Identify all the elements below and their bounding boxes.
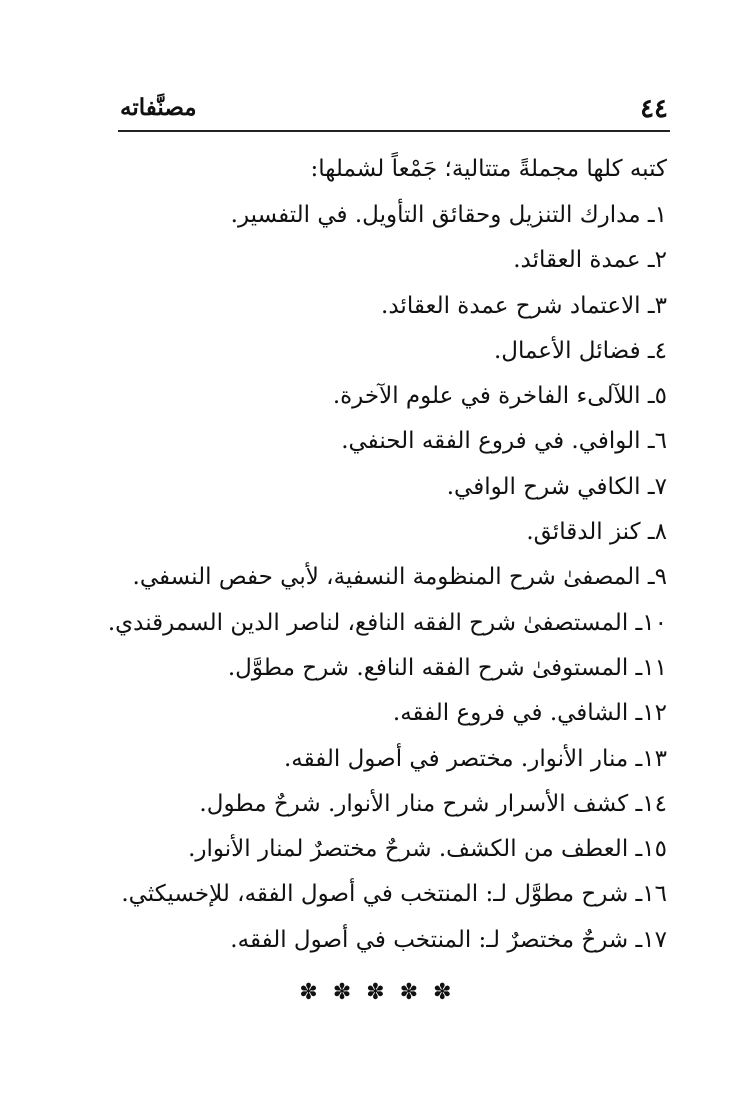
list-item [67, 558, 667, 603]
list-item [67, 287, 667, 332]
list-item [67, 694, 667, 739]
list-item [67, 422, 667, 467]
item-text: المصفىٰ شرح المنظومة النسفية، لأبي حفص النسفي. [132, 564, 641, 591]
item-text: الكافي شرح الوافي. [446, 473, 641, 500]
works-list [67, 196, 667, 966]
list-item [67, 649, 667, 694]
list-item [67, 740, 667, 785]
list-item [67, 785, 667, 830]
list-item [67, 377, 667, 422]
item-number: ٦ـ [647, 428, 667, 455]
item-number: ٣ـ [647, 292, 667, 319]
item-text: مدارك التنزيل وحقائق التأويل. في التفسير. [230, 202, 641, 228]
item-number: ١٠ـ [635, 609, 667, 636]
page-number: ٤٤ [640, 94, 668, 124]
list-item [67, 875, 667, 920]
item-text: الشافي. في فروع الفقه. [392, 700, 629, 727]
intro-paragraph: كتبه كلها مجملةً متتالية؛ جَمْعاً لشملها: [310, 156, 667, 182]
list-item [67, 830, 667, 875]
item-number: ٩ـ [647, 564, 667, 591]
item-text: عمدة العقائد. [513, 247, 641, 274]
item-number: ١٣ـ [635, 745, 667, 772]
item-number: ٤ـ [647, 337, 667, 364]
page-body [67, 150, 667, 966]
running-head: مصنَّفاته [120, 94, 197, 121]
item-number: ١٧ـ [635, 926, 667, 953]
item-text: كنز الدقائق. [526, 519, 641, 546]
item-number: ٨ـ [647, 519, 667, 546]
list-item [67, 241, 667, 286]
section-separator: ✽ ✽ ✽ ✽ ✽ [299, 980, 456, 1005]
item-text: العطف من الكشف. شرحٌ مختصرٌ لمنار الأنوار. [188, 836, 629, 863]
item-text: المستصفىٰ شرح الفقه النافع، لناصر الدين السمرقندي. [107, 609, 629, 636]
list-item [67, 604, 667, 649]
list-item [67, 513, 667, 558]
page-header [118, 92, 670, 132]
item-number: ١٥ـ [635, 836, 667, 863]
item-number: ١٤ـ [635, 790, 667, 817]
item-text: كشف الأسرار شرح منار الأنوار. شرحٌ مطول. [199, 790, 629, 817]
item-number: ١٦ـ [635, 881, 667, 908]
item-text: شرحٌ مختصرٌ لـ: المنتخب في أصول الفقه. [230, 926, 629, 953]
item-text: الاعتماد شرح عمدة العقائد. [381, 292, 641, 319]
item-text: شرح مطوَّل لـ: المنتخب في أصول الفقه، للإخسيكثي. [121, 881, 629, 908]
item-number: ١ـ [647, 202, 667, 228]
item-text: اللآلىء الفاخرة في علوم الآخرة. [332, 383, 641, 410]
item-number: ٥ـ [647, 383, 667, 410]
list-item [67, 332, 667, 377]
item-text: فضائل الأعمال. [493, 337, 641, 364]
item-number: ١١ـ [635, 654, 667, 681]
list-item [67, 468, 667, 513]
list-item [67, 196, 667, 241]
item-number: ٧ـ [647, 473, 667, 500]
item-number: ٢ـ [647, 247, 667, 274]
item-text: المستوفىٰ شرح الفقه النافع. شرح مطوَّل. [227, 654, 629, 681]
item-text: الوافي. في فروع الفقه الحنفي. [341, 428, 641, 455]
item-text: منار الأنوار. مختصر في أصول الفقه. [283, 745, 629, 772]
list-item [67, 921, 667, 966]
item-number: ١٢ـ [635, 700, 667, 727]
